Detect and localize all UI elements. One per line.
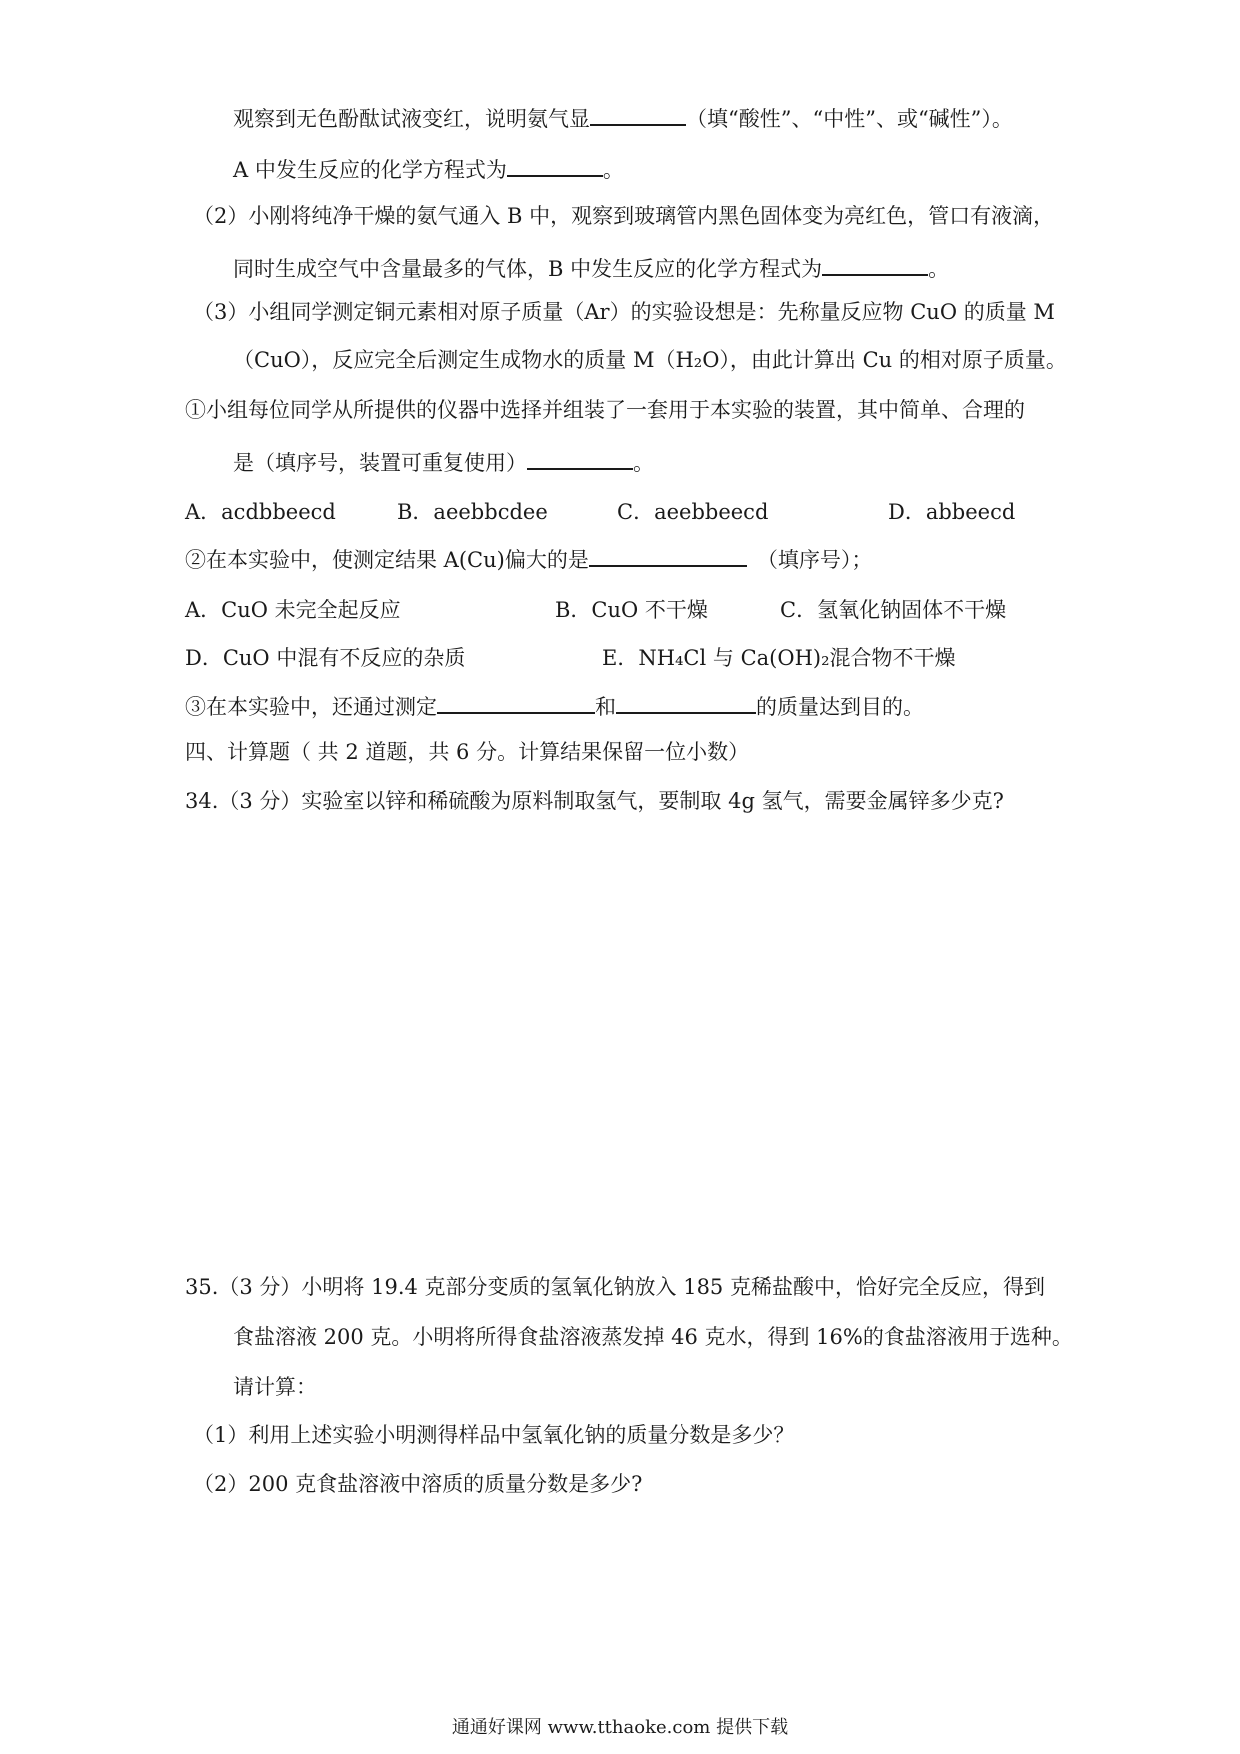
q33-part2-end: 。 (928, 257, 950, 281)
q33-line2 (233, 155, 624, 181)
question-34: 34.（3 分）实验室以锌和稀硫酸为原料制取氢气，要制取 4g 氢气，需要金属锌多少克? (185, 789, 1004, 813)
answer-blank[interactable] (822, 254, 928, 276)
q33-part2-text: 同时生成空气中含量最多的气体，B 中发生反应的化学方程式为 (233, 257, 823, 281)
question-35-line3: 请计算： (233, 1375, 317, 1399)
answer-blank[interactable] (616, 692, 756, 714)
question-35-line2: 食盐溶液 200 克。小明将所得食盐溶液蒸发掉 46 克水，得到 16%的食盐溶液用于选种。 (233, 1325, 1073, 1349)
q33-line1-text: 观察到无色酚酞试液变红，说明氨气显 (233, 107, 590, 131)
answer-blank[interactable] (437, 692, 595, 714)
q33-sub2 (185, 545, 872, 571)
page-footer: 通通好课网 www.tthaoke.com 提供下载 (451, 1717, 789, 1738)
option-b: B．CuO 不干燥 (555, 598, 708, 622)
q33-line1 (233, 104, 1013, 130)
option-e: E．NH₄Cl 与 Ca(OH)₂混合物不干燥 (602, 646, 956, 670)
option-c: C．aeebbeecd (617, 500, 769, 524)
q33-sub1-line2 (233, 448, 654, 474)
q33-sub2-text: ②在本实验中，使测定结果 A(Cu)偏大的是 (185, 548, 589, 572)
question-35-sub2: （2）200 克食盐溶液中溶质的质量分数是多少? (193, 1472, 643, 1496)
answer-blank[interactable] (527, 448, 633, 470)
q33-part2-line2 (233, 254, 949, 280)
answer-blank[interactable] (589, 545, 747, 567)
q33-sub1-end: 。 (633, 451, 654, 475)
option-d: D．abbeecd (888, 500, 1016, 524)
q33-part2-line1: （2）小刚将纯净干燥的氨气通入 B 中，观察到玻璃管内黑色固体变为亮红色，管口有液滴， (193, 204, 1055, 228)
option-a: A．CuO 未完全起反应 (185, 598, 401, 622)
q33-sub3 (185, 692, 924, 718)
q33-sub1-line1: ①小组每位同学从所提供的仪器中选择并组装了一套用于本实验的装置，其中简单、合理的 (185, 398, 1025, 422)
option-b: B．aeebbcdee (397, 500, 548, 524)
q33-line1-hint: （填“酸性”、“中性”、或“碱性”）。 (686, 107, 1013, 131)
answer-blank[interactable] (590, 104, 686, 126)
q33-sub3-end: 的质量达到目的。 (756, 695, 924, 719)
q33-line2-end: 。 (602, 158, 624, 182)
q33-sub1-text: 是（填序号，装置可重复使用） (233, 451, 527, 475)
option-d: D．CuO 中混有不反应的杂质 (185, 646, 466, 670)
q33-sub2-hint: （填序号）； (756, 548, 873, 572)
question-35-sub1: （1）利用上述实验小明测得样品中氢氧化钠的质量分数是多少？ (193, 1423, 795, 1447)
q33-sub3-text: ③在本实验中，还通过测定 (185, 695, 437, 719)
q33-part3-line1: （3）小组同学测定铜元素相对原子质量（Ar）的实验设想是：先称量反应物 CuO 的质量 M (193, 300, 1055, 324)
question-35-line1: 35.（3 分）小明将 19.4 克部分变质的氢氧化钠放入 185 克稀盐酸中，恰好完全反应，得到 (185, 1275, 1045, 1299)
section-heading: 四、计算题（ 共 2 道题，共 6 分。计算结果保留一位小数） (185, 740, 750, 764)
option-a: A．acdbbeecd (185, 500, 336, 524)
q33-line2-text: A 中发生反应的化学方程式为 (233, 158, 507, 182)
q33-part3-line2: （CuO），反应完全后测定生成物水的质量 M（H₂O），由此计算出 Cu 的相对原子质量。 (233, 348, 1067, 372)
option-c: C．氢氧化钠固体不干燥 (780, 598, 1007, 622)
answer-blank[interactable] (507, 155, 603, 177)
q33-sub3-and: 和 (595, 695, 616, 719)
